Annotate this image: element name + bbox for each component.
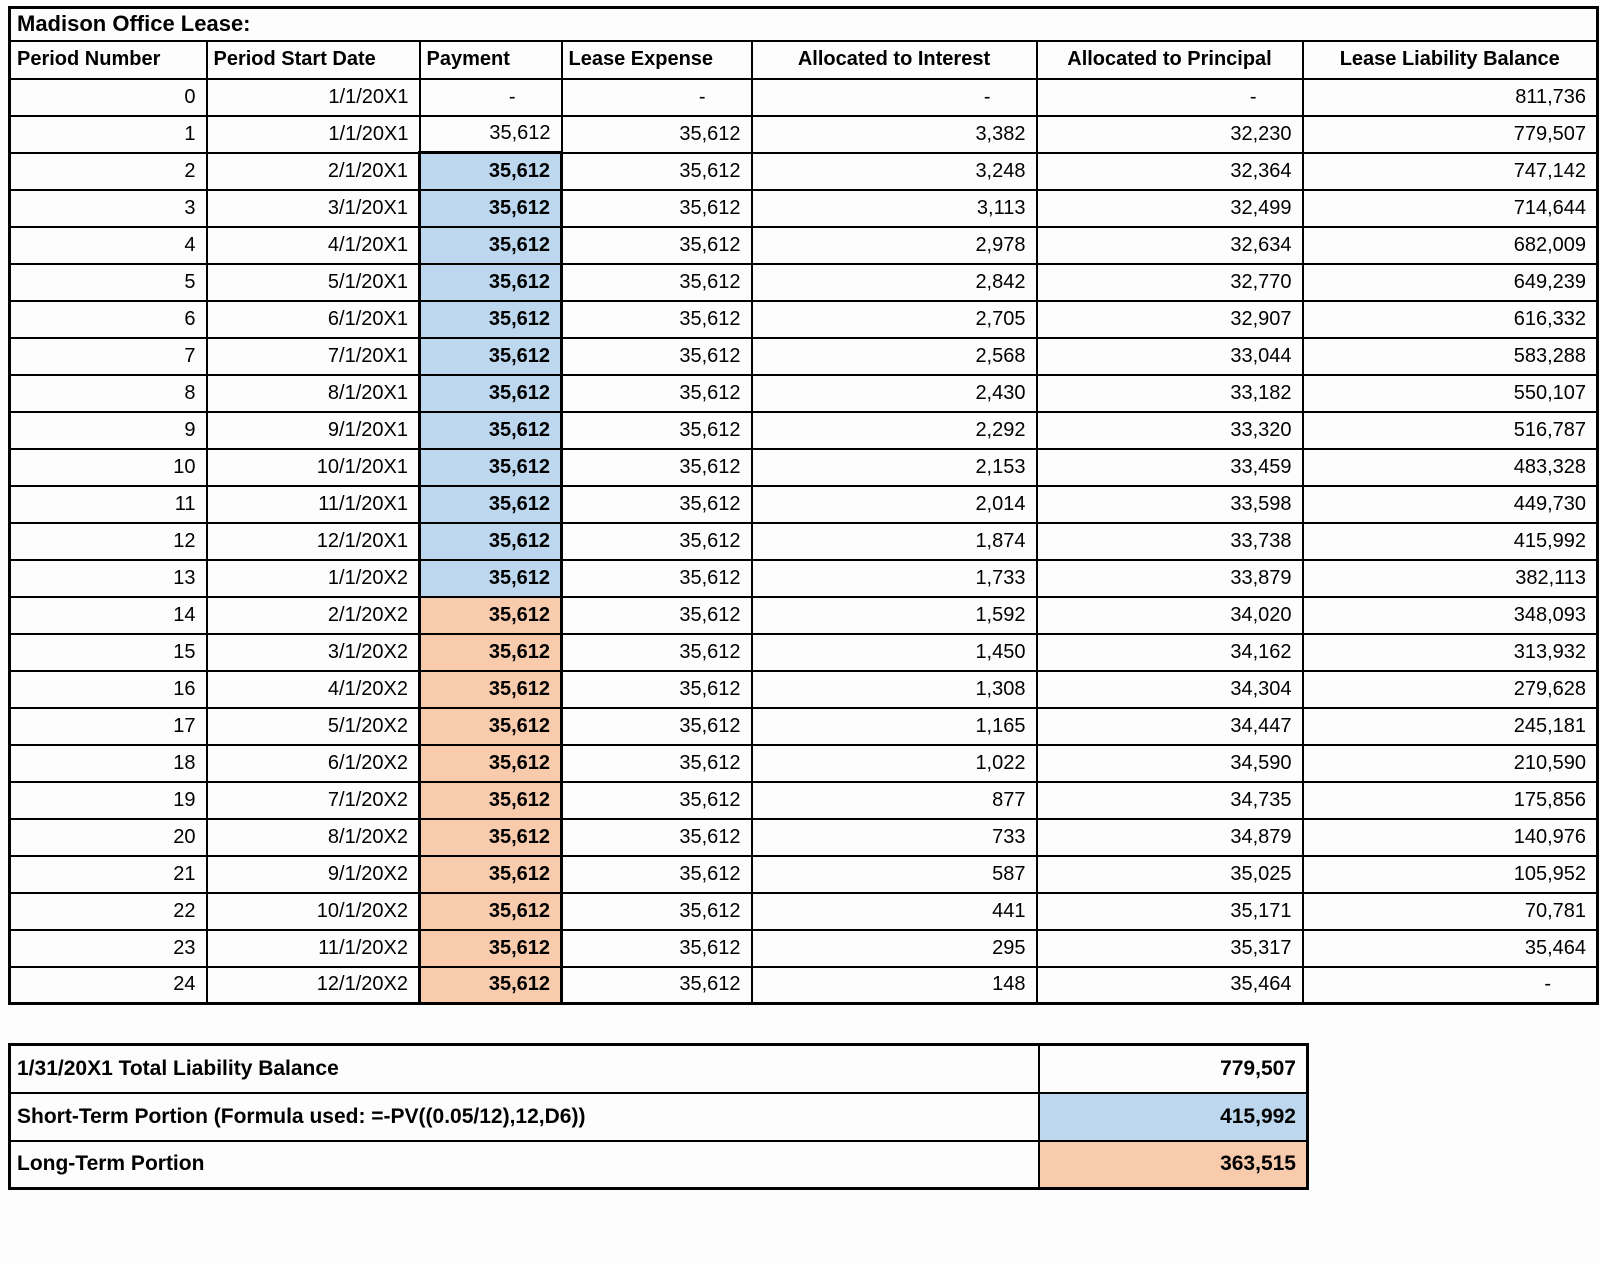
cell-allocated-to-interest: - [752,79,1037,116]
cell-period-number: 0 [10,79,207,116]
cell-period-start-date: 10/1/20X2 [207,893,420,930]
cell-period-number: 21 [10,856,207,893]
summary-row [10,1045,1308,1093]
header-lease-liability-balance: Lease Liability Balance [1303,41,1598,79]
cell-lease-expense: - [562,79,752,116]
header-row [10,41,1598,79]
cell-allocated-to-interest: 2,978 [752,227,1037,264]
cell-period-number: 4 [10,227,207,264]
table-row [10,264,1598,301]
main-table-body [10,79,1598,1004]
table-row [10,708,1598,745]
cell-period-number: 24 [10,967,207,1004]
table-title: Madison Office Lease: [10,8,1598,41]
cell-period-start-date: 11/1/20X2 [207,930,420,967]
cell-period-number: 2 [10,153,207,190]
cell-lease-expense: 35,612 [562,523,752,560]
cell-period-number: 12 [10,523,207,560]
cell-payment: 35,612 [420,153,562,190]
cell-allocated-to-principal: 35,025 [1037,856,1303,893]
cell-payment: 35,612 [420,227,562,264]
cell-period-start-date: 11/1/20X1 [207,486,420,523]
cell-period-number: 19 [10,782,207,819]
cell-allocated-to-principal: 33,738 [1037,523,1303,560]
cell-lease-liability-balance: 550,107 [1303,375,1598,412]
cell-allocated-to-principal: 34,020 [1037,597,1303,634]
cell-period-number: 10 [10,449,207,486]
cell-lease-liability-balance: 210,590 [1303,745,1598,782]
cell-lease-expense: 35,612 [562,301,752,338]
cell-allocated-to-principal: 32,230 [1037,116,1303,153]
cell-payment: 35,612 [420,967,562,1004]
cell-period-number: 14 [10,597,207,634]
cell-allocated-to-principal: 33,879 [1037,560,1303,597]
cell-lease-liability-balance: 779,507 [1303,116,1598,153]
cell-period-start-date: 5/1/20X1 [207,264,420,301]
cell-allocated-to-interest: 733 [752,819,1037,856]
cell-lease-liability-balance: 682,009 [1303,227,1598,264]
cell-lease-liability-balance: 70,781 [1303,893,1598,930]
cell-period-start-date: 10/1/20X1 [207,449,420,486]
header-lease-expense: Lease Expense [562,41,752,79]
cell-allocated-to-principal: 32,907 [1037,301,1303,338]
cell-allocated-to-principal: 33,459 [1037,449,1303,486]
cell-period-number: 6 [10,301,207,338]
cell-lease-liability-balance: 516,787 [1303,412,1598,449]
table-row [10,486,1598,523]
cell-lease-liability-balance: 35,464 [1303,930,1598,967]
cell-allocated-to-interest: 877 [752,782,1037,819]
cell-allocated-to-principal: 34,879 [1037,819,1303,856]
summary-label: Short-Term Portion (Formula used: =-PV((0.05/12),12,D6)) [10,1093,1039,1141]
cell-lease-expense: 35,612 [562,375,752,412]
cell-allocated-to-interest: 2,842 [752,264,1037,301]
cell-lease-expense: 35,612 [562,116,752,153]
cell-payment: 35,612 [420,819,562,856]
cell-period-start-date: 1/1/20X1 [207,79,420,116]
cell-payment: 35,612 [420,264,562,301]
cell-lease-liability-balance: 382,113 [1303,560,1598,597]
cell-lease-expense: 35,612 [562,486,752,523]
cell-allocated-to-interest: 2,292 [752,412,1037,449]
cell-payment: 35,612 [420,893,562,930]
cell-period-start-date: 7/1/20X2 [207,782,420,819]
cell-lease-expense: 35,612 [562,893,752,930]
cell-lease-expense: 35,612 [562,745,752,782]
summary-table-body [10,1045,1308,1189]
summary-label: 1/31/20X1 Total Liability Balance [10,1045,1039,1093]
header-allocated-to-principal: Allocated to Principal [1037,41,1303,79]
cell-payment: 35,612 [420,560,562,597]
cell-period-start-date: 8/1/20X1 [207,375,420,412]
summary-row [10,1141,1308,1189]
cell-allocated-to-interest: 2,568 [752,338,1037,375]
cell-payment: 35,612 [420,745,562,782]
cell-lease-expense: 35,612 [562,449,752,486]
cell-period-start-date: 2/1/20X1 [207,153,420,190]
cell-allocated-to-principal: 34,447 [1037,708,1303,745]
table-row [10,930,1598,967]
cell-lease-expense: 35,612 [562,856,752,893]
table-row [10,967,1598,1004]
cell-payment: 35,612 [420,449,562,486]
cell-lease-liability-balance: - [1303,967,1598,1004]
header-payment: Payment [420,41,562,79]
cell-lease-expense: 35,612 [562,153,752,190]
table-row [10,190,1598,227]
cell-payment: 35,612 [420,671,562,708]
table-row [10,671,1598,708]
cell-payment: 35,612 [420,190,562,227]
cell-period-number: 9 [10,412,207,449]
cell-allocated-to-principal: 32,364 [1037,153,1303,190]
cell-period-start-date: 6/1/20X2 [207,745,420,782]
cell-allocated-to-principal: 32,499 [1037,190,1303,227]
cell-lease-liability-balance: 649,239 [1303,264,1598,301]
cell-lease-expense: 35,612 [562,597,752,634]
cell-period-number: 7 [10,338,207,375]
cell-allocated-to-principal: 34,162 [1037,634,1303,671]
cell-allocated-to-principal: 35,464 [1037,967,1303,1004]
table-row [10,856,1598,893]
cell-period-number: 20 [10,819,207,856]
cell-allocated-to-interest: 1,733 [752,560,1037,597]
cell-lease-liability-balance: 348,093 [1303,597,1598,634]
cell-period-start-date: 9/1/20X1 [207,412,420,449]
table-row [10,338,1598,375]
liability-summary-table [8,1043,1309,1190]
cell-period-start-date: 3/1/20X2 [207,634,420,671]
cell-lease-liability-balance: 483,328 [1303,449,1598,486]
cell-period-start-date: 2/1/20X2 [207,597,420,634]
summary-value: 779,507 [1039,1045,1308,1093]
lease-amortization-table [8,6,1599,1005]
cell-lease-liability-balance: 747,142 [1303,153,1598,190]
cell-allocated-to-interest: 148 [752,967,1037,1004]
cell-payment: 35,612 [420,301,562,338]
cell-lease-expense: 35,612 [562,819,752,856]
cell-lease-expense: 35,612 [562,782,752,819]
cell-allocated-to-principal: 32,770 [1037,264,1303,301]
cell-period-number: 18 [10,745,207,782]
table-row [10,745,1598,782]
cell-period-number: 8 [10,375,207,412]
summary-row [10,1093,1308,1141]
cell-lease-liability-balance: 245,181 [1303,708,1598,745]
cell-allocated-to-interest: 3,382 [752,116,1037,153]
cell-allocated-to-principal: 34,590 [1037,745,1303,782]
cell-lease-liability-balance: 313,932 [1303,634,1598,671]
cell-payment: 35,612 [420,412,562,449]
cell-allocated-to-interest: 295 [752,930,1037,967]
cell-allocated-to-principal: - [1037,79,1303,116]
cell-payment: 35,612 [420,782,562,819]
table-row [10,116,1598,153]
cell-period-start-date: 12/1/20X1 [207,523,420,560]
cell-lease-expense: 35,612 [562,412,752,449]
cell-period-number: 17 [10,708,207,745]
cell-lease-expense: 35,612 [562,708,752,745]
cell-lease-expense: 35,612 [562,227,752,264]
table-row [10,634,1598,671]
cell-lease-expense: 35,612 [562,560,752,597]
cell-allocated-to-interest: 2,705 [752,301,1037,338]
cell-payment: 35,612 [420,523,562,560]
cell-period-start-date: 6/1/20X1 [207,301,420,338]
cell-allocated-to-interest: 1,308 [752,671,1037,708]
cell-payment: 35,612 [420,597,562,634]
cell-allocated-to-interest: 3,113 [752,190,1037,227]
cell-allocated-to-principal: 33,044 [1037,338,1303,375]
cell-period-number: 5 [10,264,207,301]
cell-period-start-date: 5/1/20X2 [207,708,420,745]
summary-value: 415,992 [1039,1093,1308,1141]
table-row [10,79,1598,116]
table-row [10,523,1598,560]
cell-lease-liability-balance: 175,856 [1303,782,1598,819]
cell-allocated-to-interest: 1,874 [752,523,1037,560]
cell-period-number: 22 [10,893,207,930]
cell-allocated-to-interest: 2,153 [752,449,1037,486]
cell-lease-liability-balance: 583,288 [1303,338,1598,375]
cell-period-start-date: 8/1/20X2 [207,819,420,856]
cell-period-number: 1 [10,116,207,153]
cell-allocated-to-principal: 34,304 [1037,671,1303,708]
cell-payment: 35,612 [420,375,562,412]
table-row [10,449,1598,486]
header-period-number: Period Number [10,41,207,79]
cell-lease-liability-balance: 105,952 [1303,856,1598,893]
table-row [10,893,1598,930]
cell-allocated-to-interest: 2,014 [752,486,1037,523]
summary-label: Long-Term Portion [10,1141,1039,1189]
cell-lease-liability-balance: 616,332 [1303,301,1598,338]
cell-lease-expense: 35,612 [562,967,752,1004]
cell-period-start-date: 7/1/20X1 [207,338,420,375]
summary-value: 363,515 [1039,1141,1308,1189]
header-allocated-to-interest: Allocated to Interest [752,41,1037,79]
cell-lease-expense: 35,612 [562,930,752,967]
cell-allocated-to-principal: 33,182 [1037,375,1303,412]
cell-period-start-date: 3/1/20X1 [207,190,420,227]
cell-period-number: 13 [10,560,207,597]
cell-period-number: 23 [10,930,207,967]
cell-lease-expense: 35,612 [562,634,752,671]
cell-period-start-date: 9/1/20X2 [207,856,420,893]
cell-allocated-to-interest: 3,248 [752,153,1037,190]
table-row [10,153,1598,190]
cell-payment: 35,612 [420,116,562,153]
cell-period-start-date: 1/1/20X1 [207,116,420,153]
title-row [10,8,1598,41]
cell-period-number: 11 [10,486,207,523]
cell-allocated-to-principal: 33,598 [1037,486,1303,523]
cell-lease-liability-balance: 140,976 [1303,819,1598,856]
cell-lease-liability-balance: 714,644 [1303,190,1598,227]
cell-period-start-date: 1/1/20X2 [207,560,420,597]
cell-allocated-to-interest: 1,165 [752,708,1037,745]
cell-allocated-to-principal: 33,320 [1037,412,1303,449]
cell-lease-liability-balance: 415,992 [1303,523,1598,560]
header-period-start-date: Period Start Date [207,41,420,79]
table-row [10,597,1598,634]
cell-payment: - [420,79,562,116]
cell-allocated-to-interest: 1,450 [752,634,1037,671]
cell-allocated-to-principal: 32,634 [1037,227,1303,264]
table-row [10,782,1598,819]
cell-lease-expense: 35,612 [562,190,752,227]
table-row [10,301,1598,338]
table-row [10,560,1598,597]
cell-lease-liability-balance: 279,628 [1303,671,1598,708]
cell-period-number: 15 [10,634,207,671]
cell-allocated-to-principal: 35,317 [1037,930,1303,967]
cell-period-start-date: 4/1/20X2 [207,671,420,708]
cell-lease-expense: 35,612 [562,671,752,708]
cell-period-number: 3 [10,190,207,227]
table-row [10,412,1598,449]
cell-period-number: 16 [10,671,207,708]
cell-payment: 35,612 [420,338,562,375]
cell-payment: 35,612 [420,486,562,523]
cell-allocated-to-interest: 587 [752,856,1037,893]
table-row [10,375,1598,412]
cell-payment: 35,612 [420,856,562,893]
table-row [10,819,1598,856]
cell-allocated-to-interest: 2,430 [752,375,1037,412]
cell-allocated-to-interest: 1,022 [752,745,1037,782]
cell-payment: 35,612 [420,930,562,967]
cell-period-start-date: 4/1/20X1 [207,227,420,264]
cell-allocated-to-interest: 441 [752,893,1037,930]
cell-allocated-to-principal: 35,171 [1037,893,1303,930]
cell-lease-liability-balance: 811,736 [1303,79,1598,116]
table-row [10,227,1598,264]
cell-payment: 35,612 [420,634,562,671]
cell-allocated-to-interest: 1,592 [752,597,1037,634]
cell-allocated-to-principal: 34,735 [1037,782,1303,819]
cell-period-start-date: 12/1/20X2 [207,967,420,1004]
cell-lease-liability-balance: 449,730 [1303,486,1598,523]
cell-lease-expense: 35,612 [562,264,752,301]
cell-lease-expense: 35,612 [562,338,752,375]
cell-payment: 35,612 [420,708,562,745]
